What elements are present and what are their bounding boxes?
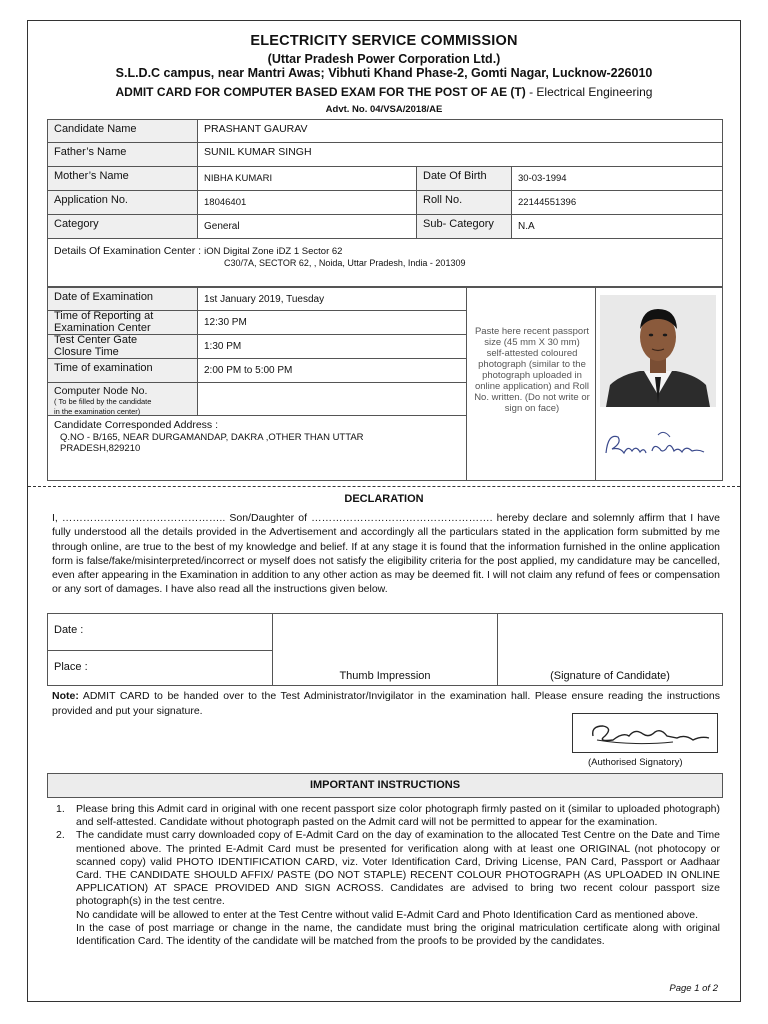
- instruction-paragraph-2: No candidate will be allowed to enter at the Test Centre without valid E-Admit Card and Photo Identification Card as mentioned above.: [76, 908, 698, 921]
- candidate-signature: [600, 425, 718, 467]
- roll-no-label: Roll No.: [416, 190, 512, 215]
- authorised-signatory-label: (Authorised Signatory): [588, 757, 683, 768]
- declaration-place-label: Place :: [54, 661, 88, 673]
- admit-card-title: [28, 85, 740, 99]
- application-no-label: Application No.: [47, 190, 198, 215]
- correspondence-address-line2: PRADESH,829210: [60, 443, 141, 454]
- subcategory-value: N.A: [511, 214, 723, 239]
- note-label: Note:: [52, 690, 79, 702]
- instruction-number-1: 1.: [56, 803, 65, 815]
- instruction-item-2: [52, 829, 720, 908]
- instructions-title: IMPORTANT INSTRUCTIONS: [47, 773, 723, 798]
- computer-node-label: [47, 382, 198, 416]
- declaration-place-field[interactable]: [47, 650, 273, 686]
- computer-node-note-1: ( To be filled by the candidate: [54, 397, 152, 406]
- reporting-time-value: 12:30 PM: [197, 310, 467, 335]
- correspondence-address-label: Candidate Corresponded Address :: [54, 419, 219, 431]
- instruction-text-1: Please bring this Admit card in original with one recent passport size color photograph firmly pasted on it (similar to uploaded photograph) and self-attested. Candidate without photograph pasted on the Admit card will not be permitted to appear for the examination.: [76, 803, 720, 829]
- thumb-impression-label: Thumb Impression: [339, 670, 431, 682]
- mother-name-label: Mother’s Name: [47, 166, 198, 191]
- computer-node-note-2: in the examination center): [54, 407, 141, 416]
- category-value: General: [197, 214, 417, 239]
- instruction-text-2: The candidate must carry downloaded copy of E-Admit Card on the day of examination to the allocated Test Centre on the Date and Time mentioned above. The printed E-Admit Card must be presented for verification along with at least one ORIGINAL (not photocopy or scanned copy) valid PHOTO IDENTIFICATION CARD, viz. Voter Identification Card, Driving License, PAN Card, Passport or Aadhaar Card. THE CANDIDATE SHOULD AFFIX/ PASTE (DO NOT STAPLE) RECENT COLOUR PHOTOGRAPH (AS UPLOADED IN ONLINE APPLICATION) AT SPACE PROVIDED AND SIGN ACROSS. Candidates are advised to bring two recent colour passport size photograph(s) in the test centre.: [76, 829, 720, 908]
- declaration-text: I, ……………………………………….. Son/Daughter of ……………………………………………. hereby declare and solemnly affirm that I have fully understood all the details provided in the Advertisement and accordingly all the particulars stated in the application form submitted by me through online, are true to the best of my knowledge and belief. If at any stage it is found that the information furnished in the online application form is false/fake/misinterpreted/incorrect or myself does not satisfy the eligibility criteria for the post applied, my candidature may be cancelled, even after appearing in the Examination in addition to any other action as may be deemed fit. I will not claim any refund of fees or compensation or any sort of damages. I have also read all the instructions given below.: [52, 512, 720, 596]
- authorised-signature-box: [572, 713, 718, 753]
- instruction-item-1: [52, 803, 720, 829]
- photo-paste-instructions: Paste here recent passport size (45 mm X 30 mm) self-attested coloured photograph (similar to the photograph uploaded in online application) and Roll No. written. (Do not write or sign on face): [474, 326, 590, 414]
- advertisement-number: Advt. No. 04/VSA/2018/AE: [325, 104, 443, 115]
- subcategory-label: Sub- Category: [416, 214, 512, 239]
- declaration-date-label: Date :: [54, 624, 84, 636]
- gate-closure-label-2: Closure Time: [54, 345, 119, 358]
- gate-closure-label: [47, 334, 198, 359]
- candidate-name-label: Candidate Name: [47, 119, 198, 143]
- exam-center-line1: iON Digital Zone iDZ 1 Sector 62: [204, 246, 343, 257]
- exam-date-value: 1st January 2019, Tuesday: [197, 287, 467, 311]
- admit-card-page: [27, 20, 741, 1002]
- mother-name-value: NIBHA KUMARI: [197, 166, 417, 191]
- thumb-impression-box[interactable]: [272, 613, 498, 686]
- father-name-label: Father’s Name: [47, 142, 198, 167]
- roll-no-value: 22144551396: [511, 190, 723, 215]
- declaration-date-field[interactable]: [47, 613, 273, 651]
- commission-subtitle: (Uttar Pradesh Power Corporation Ltd.): [267, 52, 501, 66]
- section-divider: [28, 486, 740, 487]
- reporting-time-label-2: Examination Center: [54, 321, 151, 334]
- gate-closure-label-1: Test Center Gate: [54, 334, 138, 346]
- page-number: Page 1 of 2: [669, 983, 718, 994]
- commission-address: S.L.D.C campus, near Mantri Awas; Vibhuti Khand Phase-2, Gomti Nagar, Lucknow-226010: [115, 66, 653, 80]
- admit-card-title-suffix: - Electrical Engineering: [525, 85, 653, 99]
- gate-closure-value: 1:30 PM: [197, 334, 467, 359]
- dob-value: 30-03-1994: [511, 166, 723, 191]
- admit-card-title-main: ADMIT CARD FOR COMPUTER BASED EXAM FOR THE POST OF AE (T): [115, 85, 526, 99]
- exam-time-label: Time of examination: [47, 358, 198, 383]
- computer-node-title: Computer Node No.: [54, 385, 148, 397]
- exam-center-details: [47, 238, 723, 287]
- candidate-signature-box[interactable]: [497, 613, 723, 686]
- reporting-time-label: [47, 310, 198, 335]
- correspondence-address: [47, 415, 467, 481]
- father-name-value: SUNIL KUMAR SINGH: [197, 142, 723, 167]
- category-label: Category: [47, 214, 198, 239]
- declaration-title: DECLARATION: [344, 493, 424, 505]
- commission-title: ELECTRICITY SERVICE COMMISSION: [250, 33, 518, 49]
- candidate-name-value: PRASHANT GAURAV: [197, 119, 723, 143]
- exam-center-label: Details Of Examination Center :: [54, 245, 202, 257]
- instruction-number-2: 2.: [56, 829, 65, 842]
- exam-center-line2: C30/7A, SECTOR 62, , Noida, Uttar Pradesh, India - 201309: [224, 258, 466, 268]
- instructions-list: [52, 803, 720, 948]
- exam-date-label: Date of Examination: [47, 287, 198, 311]
- instruction-paragraph-3: In the case of post marriage or change in the name, the candidate must bring the original matriculation certificate along with original Identification Card. The identity of the candidate will be matched from the proofs to be provided by the candidates.: [76, 921, 720, 948]
- candidate-signature-label: (Signature of Candidate): [550, 670, 670, 682]
- correspondence-address-line1: Q.NO - B/165, NEAR DURGAMANDAP, DAKRA ,OTHER THAN UTTAR: [60, 431, 364, 443]
- candidate-photo: [600, 295, 716, 407]
- reporting-time-label-1: Time of Reporting at: [54, 310, 154, 322]
- note-text: ADMIT CARD to be handed over to the Test Administrator/Invigilator in the examination hall. Please ensure reading the instructions provided and put your signature.: [52, 690, 720, 717]
- dob-label: Date Of Birth: [416, 166, 512, 191]
- application-no-value: 18046401: [197, 190, 417, 215]
- computer-node-input[interactable]: [197, 382, 467, 416]
- exam-time-value: 2:00 PM to 5:00 PM: [197, 358, 467, 383]
